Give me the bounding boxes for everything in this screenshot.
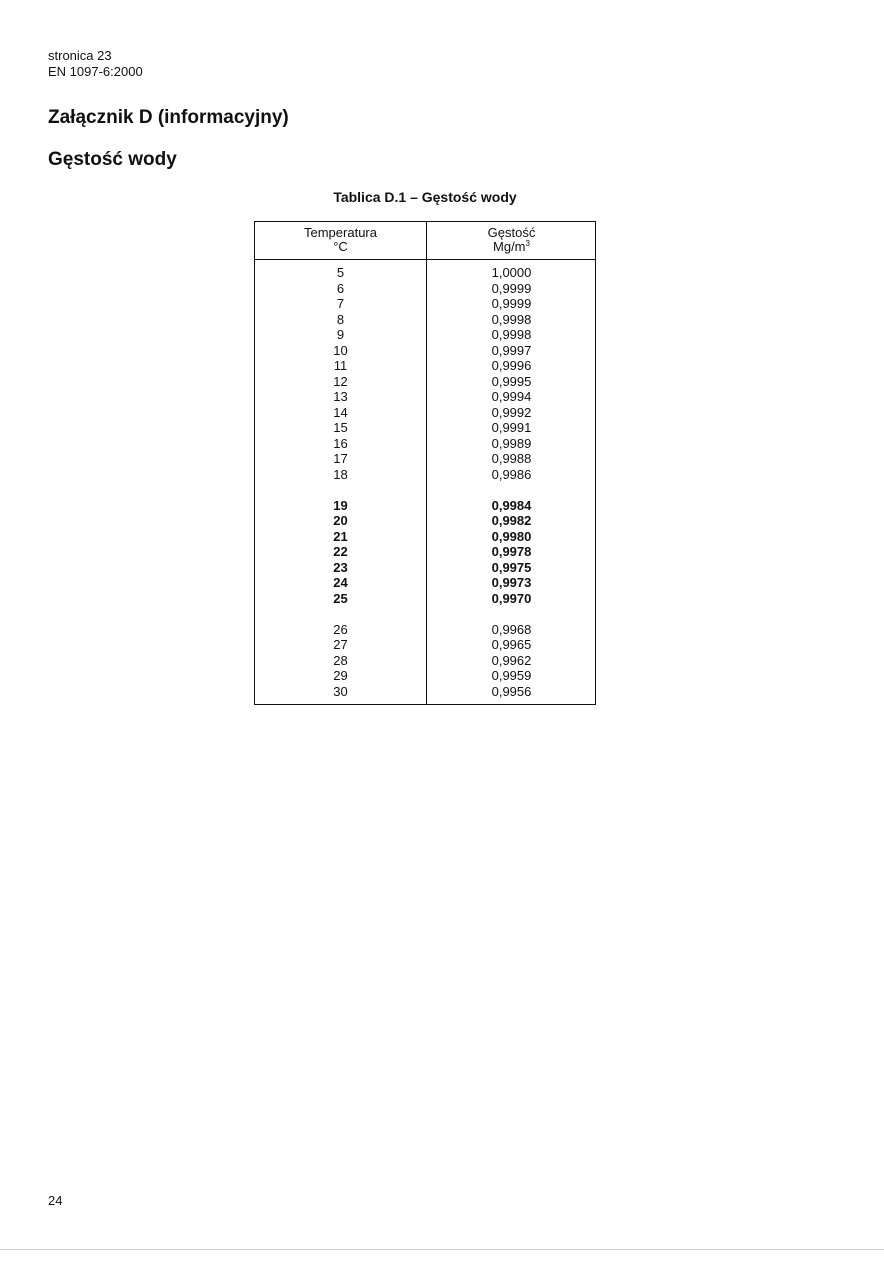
density-cell: 1,0000 [491,265,532,280]
density-cell: 0,9980 [491,528,532,544]
temperature-cell: 16 [333,435,348,451]
temperature-cell: 18 [333,466,348,482]
temperature-cell: 22 [333,544,348,559]
water-density-table [254,221,596,705]
temperature-cell: 10 [333,342,348,358]
annex-title: Załącznik D (informacyjny) [48,107,289,128]
temperature-cell: 6 [336,280,345,296]
temperature-cell: 26 [333,621,348,637]
temperature-cell: 17 [333,451,348,466]
temperature-column-header [255,226,426,254]
temperature-cell: 23 [333,559,348,575]
density-cell: 0,9995 [491,373,532,389]
temperature-cell: 13 [333,389,348,404]
density-cell: 0,9984 [491,497,532,513]
temperature-cell: 27 [333,637,348,652]
temperature-cell: 24 [333,575,348,590]
temperature-cell: 20 [333,513,348,528]
temperature-cell: 8 [336,311,345,327]
density-cell: 0,9962 [491,652,532,668]
density-cell: 0,9994 [491,389,532,404]
density-cell: 0,9991 [491,420,532,435]
temperature-cell: 25 [333,590,348,606]
density-cell: 0,9996 [491,358,532,373]
density-header-label: Gęstość [487,225,536,240]
temperature-cell: 12 [333,373,348,389]
density-header-unit [426,240,597,254]
temperature-cell: 7 [336,296,345,311]
density-column-header [426,226,597,254]
temperature-header-unit: °C [333,239,348,254]
temperature-column [255,265,426,699]
table-caption: Tablica D.1 – Gęstość wody [333,189,517,205]
temperature-cell: 15 [333,420,348,435]
temperature-cell: 5 [336,265,345,280]
density-cell: 0,9999 [491,296,532,311]
temperature-cell: 19 [333,497,348,513]
density-cell: 0,9998 [491,311,532,327]
row-group-gap [426,482,597,498]
density-cell: 0,9968 [491,621,532,637]
density-cell: 0,9982 [491,513,532,528]
section-title: Gęstość wody [48,149,177,170]
row-group-gap [255,482,426,498]
density-cell: 0,9965 [491,637,532,652]
temperature-cell: 14 [333,404,348,420]
temperature-cell: 9 [336,327,345,342]
density-cell: 0,9989 [491,435,532,451]
temperature-cell: 21 [333,528,348,544]
density-cell: 0,9975 [491,559,532,575]
temperature-cell: 11 [333,358,348,373]
density-cell: 0,9973 [491,575,532,590]
density-cell: 0,9988 [491,451,532,466]
row-group-gap [255,606,426,622]
density-cell: 0,9978 [491,544,532,559]
temperature-cell: 29 [333,668,348,683]
page-number: 24 [48,1193,63,1208]
page-header [48,48,143,80]
bottom-rule [0,1249,884,1250]
density-column [426,265,597,699]
density-cell: 0,9970 [491,590,532,606]
page-label: stronica 23 [48,48,112,63]
density-cell: 0,9999 [491,280,532,296]
density-unit-base: Mg/m [493,239,526,254]
density-cell: 0,9956 [491,683,532,699]
density-unit-exponent: 3 [525,239,530,248]
standard-reference: EN 1097-6:2000 [48,64,143,79]
density-cell: 0,9997 [491,342,532,358]
temperature-cell: 28 [333,652,348,668]
density-cell: 0,9959 [491,668,532,683]
density-cell: 0,9998 [491,327,532,342]
temperature-header-label: Temperatura [304,225,377,240]
temperature-cell: 30 [333,683,348,699]
density-cell: 0,9992 [491,404,532,420]
row-group-gap [426,606,597,622]
header-divider [255,259,595,260]
density-cell: 0,9986 [491,466,532,482]
